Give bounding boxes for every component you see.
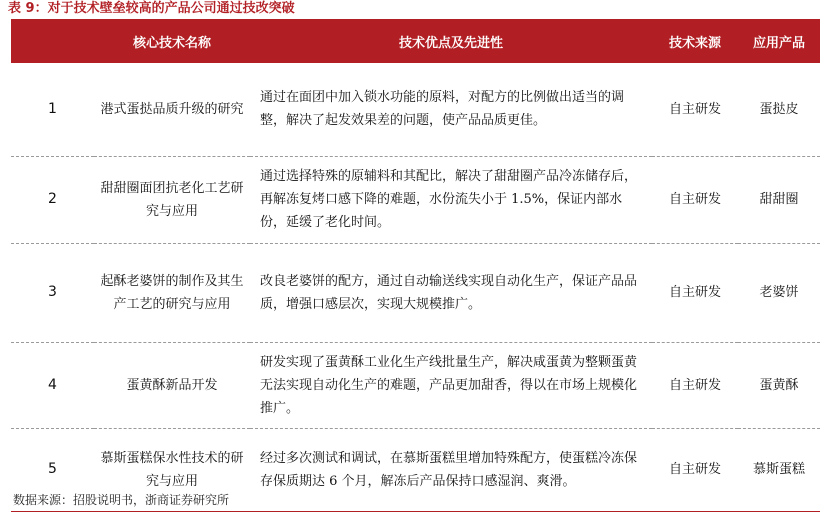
- row-product: 蛋挞皮: [759, 101, 799, 117]
- table-row: [11, 63, 820, 156]
- row-tech-name: 慕斯蛋糕保水性技术的研究与应用: [100, 450, 244, 489]
- row-tech-name: 蛋黄酥新品开发: [126, 377, 218, 393]
- row-tech-desc: 研发实现了蛋黄酥工业化生产线批量生产，解决咸蛋黄为整颗蛋黄无法实现自动化生产的难题，产品更加甜香，得以在市场上规模化推广。: [260, 354, 638, 416]
- table-title: 表 9：对于技术壁垒较高的产品公司通过技改突破: [8, 1, 295, 16]
- row-tech-name: 甜甜圈面团抗老化工艺研究与应用: [100, 180, 244, 219]
- row-product: 甜甜圈: [759, 192, 799, 207]
- row-index: 3: [48, 284, 57, 300]
- row-tech-source: 自主研发: [668, 192, 721, 207]
- row-index: 4: [48, 376, 57, 393]
- row-product: 蛋黄酥: [759, 377, 799, 393]
- data-source-note: 数据来源：招股说明书，浙商证券研究所: [13, 493, 230, 507]
- table-row: [11, 342, 820, 428]
- row-product: 慕斯蛋糕: [752, 462, 805, 477]
- header-tech-name: 核心技术名称: [94, 19, 250, 63]
- row-tech-source: 自主研发: [668, 377, 721, 393]
- table-row: [11, 243, 820, 342]
- tech-table-container: [11, 19, 820, 512]
- row-tech-name: 港式蛋挞品质升级的研究: [100, 101, 244, 117]
- row-tech-desc: 通过在面团中加入锁水功能的原料，对配方的比例做出适当的调整，解决了起发效果差的问题，使产品品质更佳。: [260, 90, 625, 129]
- header-product: 应用产品: [738, 19, 820, 63]
- tech-table: [11, 19, 820, 512]
- row-tech-desc: 改良老婆饼的配方，通过自动输送线实现自动化生产，保证产品品质，增强口感层次，实现大规模推广。: [260, 273, 638, 312]
- header-tech-advantage: 技术优点及先进性: [250, 19, 652, 63]
- row-tech-source: 自主研发: [668, 462, 721, 477]
- row-index: 5: [48, 461, 57, 477]
- header-tech-source: 技术来源: [652, 19, 738, 63]
- row-tech-desc: 经过多次测试和调试，在慕斯蛋糕里增加特殊配方，使蛋糕冷冻保存保质期达 6 个月，解冻后产品保持口感湿润、爽滑。: [260, 450, 638, 489]
- row-tech-name: 起酥老婆饼的制作及其生产工艺的研究与应用: [100, 273, 244, 312]
- row-tech-source: 自主研发: [668, 285, 721, 300]
- header-index: [11, 19, 94, 63]
- row-product: 老婆饼: [759, 285, 799, 300]
- table-header-row: [11, 19, 820, 63]
- row-index: 2: [48, 191, 57, 207]
- table-row: [11, 156, 820, 243]
- row-tech-desc: 通过选择特殊的原辅料和其配比，解决了甜甜圈产品冷冻储存后，再解冻复烤口感下降的难题，水份流失小于 1.5%，保证内部水份，延缓了老化时间。: [260, 169, 638, 230]
- row-index: 1: [48, 100, 57, 117]
- row-tech-source: 自主研发: [668, 101, 721, 117]
